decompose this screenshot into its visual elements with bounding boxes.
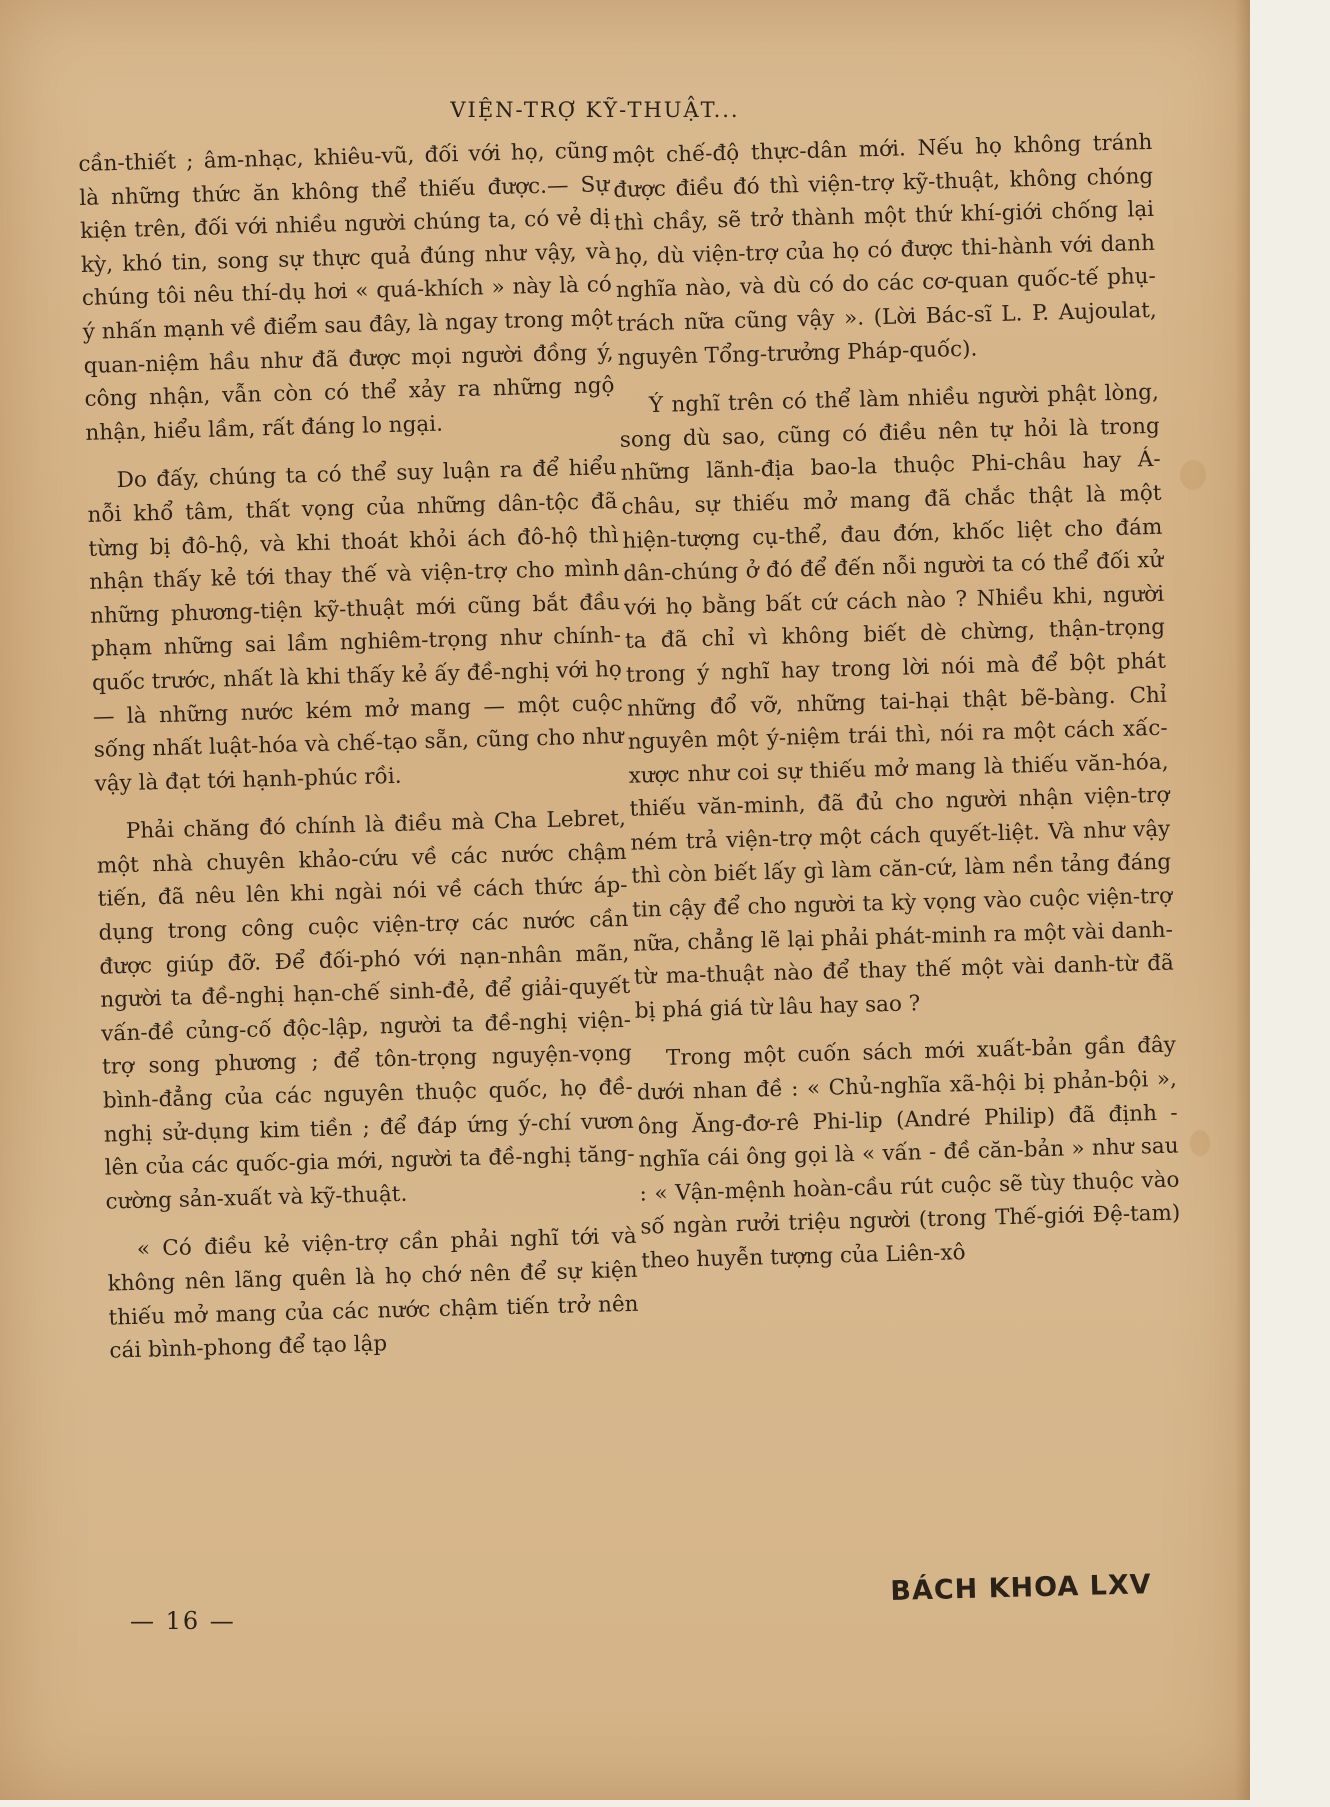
page-edge-shadow — [1235, 0, 1250, 1800]
page-number: — 16 — — [130, 1607, 236, 1635]
paper-stain — [1190, 1130, 1210, 1156]
paragraph: Trong một cuốn sách mới xuất-bản gần đây dưới nhan đề : « Chủ-nghĩa xã-hội bị phản-bội », ông Ăng-đơ-rê Phi-lip (André Philip) đã định - nghĩa cái ông gọi là « vấn - đề căn-bản » như sau : « Vận-mệnh hoàn-cầu rút cuộc sẽ tùy thuộc vào số ngàn rưởi triệu người (trong Thế-giới Đệ-tam) theo huyễn tượng của Liên-xô — [636, 1032, 1181, 1274]
paper-stain — [1180, 460, 1206, 490]
journal-label: BÁCH KHOA LXV — [890, 1569, 1152, 1607]
paragraph: Phải chăng đó chính là điều mà Cha Lebret, một nhà chuyên khảo-cứu về các nước chậm tiến, đã nêu lên khi ngài nói về cách thức áp-dụng trong công cuộc viện-trợ các nước cần được giúp đỡ. Để đối-phó với nạn-nhân mãn, người ta đề-nghị hạn-chế sinh-đẻ, để giải-quyết vấn-đề củng-cố độc-lập, người ta đề-nghị viện-trợ song phương ; để tôn-trọng nguyện-vọng bình-đẳng của các nguyên thuộc quốc, họ đề-nghị sử-dụng kim tiền ; để đáp ứng ý-chí vươn lên của các quốc-gia mới, người ta đề-nghị tăng-cường sản-xuất và kỹ-thuật. — [96, 806, 635, 1215]
paragraph: « Có điều kẻ viện-trợ cần phải nghĩ tới và không nên lãng quên là họ chớ nên để sự kiện thiếu mở mang của các nước chậm tiến trở nên cái bình-phong để tạo lập — [107, 1224, 639, 1364]
paragraph: một chế-độ thực-dân mới. Nếu họ không tránh được điều đó thì viện-trợ kỹ-thuật, không chóng thì chầy, sẽ trở thành một thứ khí-giới chống lại họ, dù viện-trợ của họ có được thi-hành với danh nghĩa nào, và dù có do các cơ-quan quốc-tế phụ-trách nữa cũng vậy ». (Lời Bác-sĩ L. P. Aujoulat, nguyên Tổng-trưởng Pháp-quốc). — [612, 129, 1157, 371]
paragraph: cần-thiết ; âm-nhạc, khiêu-vũ, đối với họ, cũng là những thức ăn không thể thiếu được.— Sự kiện trên, đối với nhiều người chúng ta, có vẻ dị kỳ, khó tin, song sự thực quả đúng như vậy, và chúng tôi nêu thí-dụ hơi « quá-khích » này là có ý nhấn mạnh về điểm sau đây, là ngay trong một quan-niệm hầu như đã được mọi người đồng ý, công nhận, vẫn còn có thể xảy ra những ngộ nhận, hiểu lầm, rất đáng lo ngại. — [78, 138, 615, 446]
left-column — [78, 134, 640, 1383]
running-title: VIỆN-TRỢ KỸ-THUẬT... — [450, 98, 740, 122]
paragraph: Ý nghĩ trên có thể làm nhiều người phật lòng, song dù sao, cũng có điều nên tự hỏi là trong những lãnh-địa bao-la thuộc Phi-châu hay Á-châu, sự thiếu mở mang đã chắc thật là một hiện-tượng cụ-thể, đau đớn, khốc liệt cho đám dân-chúng ở đó để đến nỗi người ta có thể đối xử với họ bằng bất cứ cách nào ? Nhiều khi, người ta đã chỉ vì không biết dè chừng, thận-trọng trong ý nghĩ hay trong lời nói mà để bột phát những đổ vỡ, những tai-hại thật bẽ-bàng. Chỉ nguyên một ý-niệm trái thì, nói ra một cách xấc-xược như coi sự thiếu mở mang là thiếu văn-hóa, thiếu văn-minh, đã đủ cho người nhận viện-trợ ném trả viện-trợ một cách quyết-liệt. Và như vậy thì còn biết lấy gì làm căn-cứ, làm nền tảng đáng tin cậy để cho người ta kỳ vọng vào cuộc viện-trợ nữa, chẳng lẽ lại phải phát-minh ra một vài danh-từ ma-thuật nào để thay thế một vài danh-từ đã bị phá giá từ lâu hay sao ? — [619, 379, 1175, 1024]
right-column — [612, 126, 1182, 1293]
paragraph: Do đấy, chúng ta có thể suy luận ra để hiểu nỗi khổ tâm, thất vọng của những dân-tộc đã từng bị đô-hộ, và khi thoát khỏi ách đô-hộ thì nhận thấy kẻ tới thay thế và viện-trợ cho mình những phương-tiện kỹ-thuật mới cũng bắt đầu phạm những sai lầm nghiêm-trọng như chính-quốc trước, nhất là khi thấy kẻ ấy đề-nghị với họ — là những nước kém mở mang — một cuộc sống nhất luật-hóa và chế-tạo sẵn, cũng cho như vậy là đạt tới hạnh-phúc rồi. — [87, 455, 624, 797]
